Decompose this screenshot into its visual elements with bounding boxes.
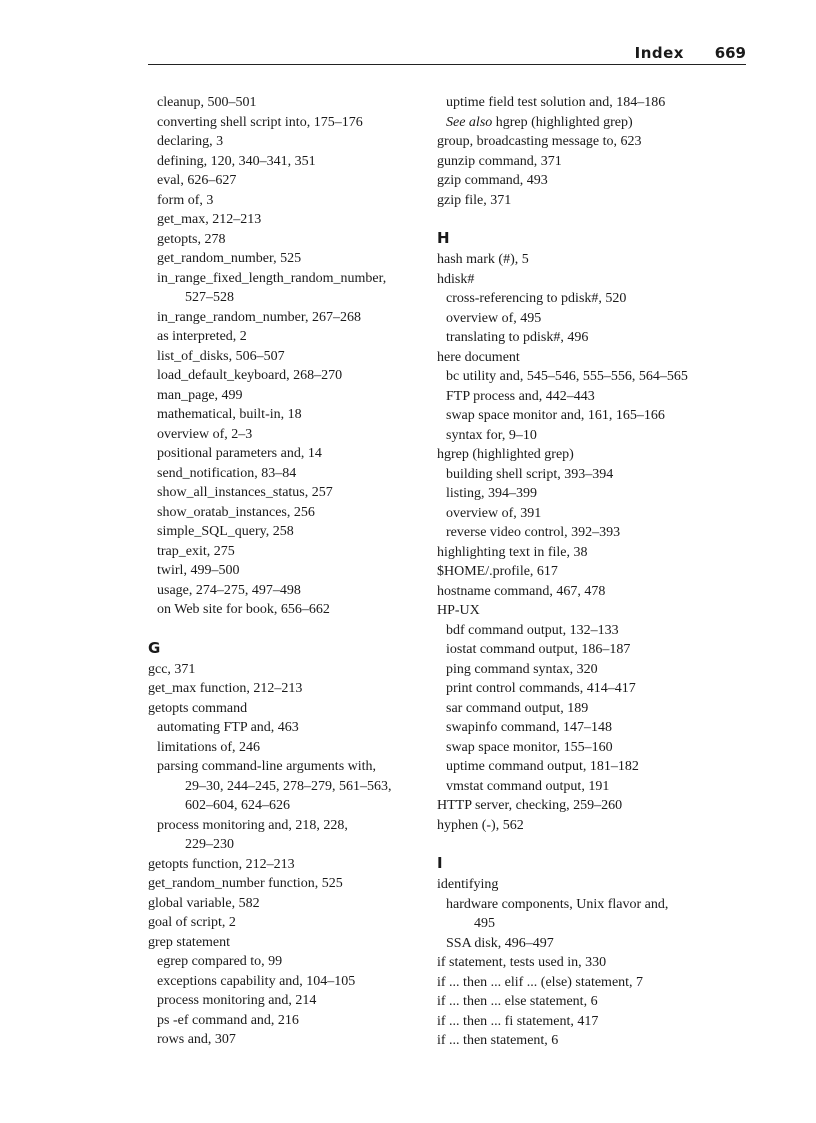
index-subentry: in_range_fixed_length_random_number, [157, 270, 387, 286]
index-subentry: list_of_disks, 506–507 [157, 348, 285, 364]
index-entry: if statement, tests used in, 330 [437, 955, 607, 970]
index-entry: gunzip command, 371 [437, 153, 562, 169]
index-entry-text: hgrep (highlighted grep) [495, 114, 633, 130]
index-subentry: get_random_number, 525 [157, 251, 302, 266]
index-subentry: FTP process and, 442–443 [446, 388, 595, 404]
index-subentry: parsing command-line arguments with, [157, 759, 377, 774]
index-subentry: simple_SQL_query, 258 [157, 524, 294, 539]
index-subentry: load_default_keyboard, 268–270 [157, 368, 343, 383]
index-subentry: building shell script, 393–394 [446, 466, 614, 482]
index-entry: get_random_number function, 525 [148, 876, 343, 891]
index-subentry: swapinfo command, 147–148 [446, 720, 613, 735]
index-subentry: mathematical, built-in, 18 [157, 407, 302, 422]
index-subentry: syntax for, 9–10 [446, 427, 537, 443]
index-entry-continuation: 229–230 [185, 837, 234, 852]
index-subentry: getopts, 278 [157, 231, 226, 247]
index-entry: global variable, 582 [148, 895, 260, 911]
index-subentry: cross-referencing to pdisk#, 520 [446, 291, 627, 306]
index-entry: if ... then statement, 6 [437, 1033, 559, 1048]
index-entry: get_max function, 212–213 [148, 681, 303, 696]
index-subentry: rows and, 307 [157, 1032, 236, 1047]
index-subentry: sar command output, 189 [446, 700, 589, 716]
index-entry: getopts function, 212–213 [148, 856, 295, 872]
index-subentry: reverse video control, 392–393 [446, 525, 621, 540]
index-entry: group, broadcasting message to, 623 [437, 134, 642, 149]
index-subentry: cleanup, 500–501 [157, 95, 257, 110]
index-subentry: process monitoring and, 218, 228, [157, 817, 348, 833]
index-subentry: uptime field test solution and, 184–186 [446, 95, 666, 110]
index-subentry: translating to pdisk#, 496 [446, 330, 589, 345]
index-subentry: process monitoring and, 214 [157, 993, 317, 1008]
page-number: 669 [714, 44, 746, 62]
index-subentry: in_range_random_number, 267–268 [157, 309, 361, 325]
index-subentry: exceptions capability and, 104–105 [157, 973, 356, 989]
index-entry: gzip command, 493 [437, 173, 548, 188]
running-head [148, 42, 746, 65]
index-subentry: swap space monitor, 155–160 [446, 739, 613, 755]
index-entry: if ... then ... fi statement, 417 [437, 1013, 599, 1029]
index-subentry: send_notification, 83–84 [157, 465, 297, 481]
index-subentry: overview of, 391 [446, 505, 542, 521]
index-entry-continuation: 495 [474, 916, 495, 931]
index-subentry: man_page, 499 [157, 387, 243, 403]
index-subentry: vmstat command output, 191 [446, 778, 610, 794]
index-subentry: show_all_instances_status, 257 [157, 485, 333, 500]
index-subentry: usage, 274–275, 497–498 [157, 582, 301, 598]
index-subentry: twirl, 499–500 [157, 563, 240, 578]
index-subentry: eval, 626–627 [157, 173, 237, 188]
index-entry: gcc, 371 [148, 661, 196, 677]
index-subentry: overview of, 2–3 [157, 426, 253, 442]
index-subentry: swap space monitor and, 161, 165–166 [446, 408, 665, 423]
index-subentry: ping command syntax, 320 [446, 661, 598, 677]
index-entry: hostname command, 467, 478 [437, 583, 606, 599]
index-subentry: form of, 3 [157, 192, 214, 208]
index-subentry: bc utility and, 545–546, 555–556, 564–565 [446, 369, 688, 384]
index-subentry: declaring, 3 [157, 134, 224, 149]
index-subentry: print control commands, 414–417 [446, 681, 636, 696]
index-subentry: ps -ef command and, 216 [157, 1012, 299, 1028]
index-subentry: iostat command output, 186–187 [446, 642, 631, 657]
index-subentry: show_oratab_instances, 256 [157, 504, 315, 520]
index-subentry: egrep compared to, 99 [157, 954, 283, 969]
index-section-letter: G [148, 638, 161, 657]
running-head-title: Index [634, 44, 684, 62]
index-subentry: defining, 120, 340–341, 351 [157, 153, 316, 169]
index-subentry: overview of, 495 [446, 310, 542, 326]
index-entry: goal of script, 2 [148, 915, 236, 930]
index-subentry: uptime command output, 181–182 [446, 759, 639, 774]
index-entry: highlighting text in file, 38 [437, 544, 588, 560]
index-section-letter: H [437, 229, 450, 247]
index-entry: if ... then ... elif ... (else) statement, 7 [437, 974, 644, 990]
index-entry-continuation: 527–528 [185, 290, 234, 305]
index-column-right [437, 93, 727, 1051]
index-entry: hash mark (#), 5 [437, 252, 529, 267]
index-entry: $HOME/.profile, 617 [437, 564, 558, 579]
index-subentry [437, 113, 727, 133]
index-entry: HP-UX [437, 603, 480, 618]
index-subentry: bdf command output, 132–133 [446, 622, 619, 638]
index-subentry: automating FTP and, 463 [157, 720, 299, 735]
index-entry: hdisk# [437, 271, 475, 287]
index-subentry: on Web site for book, 656–662 [157, 602, 330, 617]
index-entry-continuation: 602–604, 624–626 [185, 798, 290, 813]
index-entry: grep statement [148, 934, 231, 950]
see-also-label: See also [446, 114, 493, 130]
index-subentry: hardware components, Unix flavor and, [446, 896, 669, 912]
index-entry: identifying [437, 877, 499, 892]
index-subentry: limitations of, 246 [157, 739, 261, 755]
index-entry: if ... then ... else statement, 6 [437, 994, 598, 1009]
index-entry: HTTP server, checking, 259–260 [437, 798, 623, 813]
index-entry: here document [437, 349, 520, 365]
index-subentry: converting shell script into, 175–176 [157, 114, 363, 130]
index-subentry: get_max, 212–213 [157, 212, 262, 227]
index-entry-continuation: 29–30, 244–245, 278–279, 561–563, [185, 778, 392, 794]
index-subentry: SSA disk, 496–497 [446, 935, 554, 951]
index-entry: getopts command [148, 700, 248, 716]
index-subentry: as interpreted, 2 [157, 329, 247, 344]
index-subentry: positional parameters and, 14 [157, 446, 322, 461]
index-section-letter: I [437, 854, 443, 872]
index-column-left [148, 93, 423, 1050]
index-subentry: listing, 394–399 [446, 486, 538, 501]
index-entry: hgrep (highlighted grep) [437, 447, 574, 462]
index-entry: gzip file, 371 [437, 192, 512, 208]
index-subentry: trap_exit, 275 [157, 543, 235, 559]
index-entry: hyphen (-), 562 [437, 817, 524, 833]
